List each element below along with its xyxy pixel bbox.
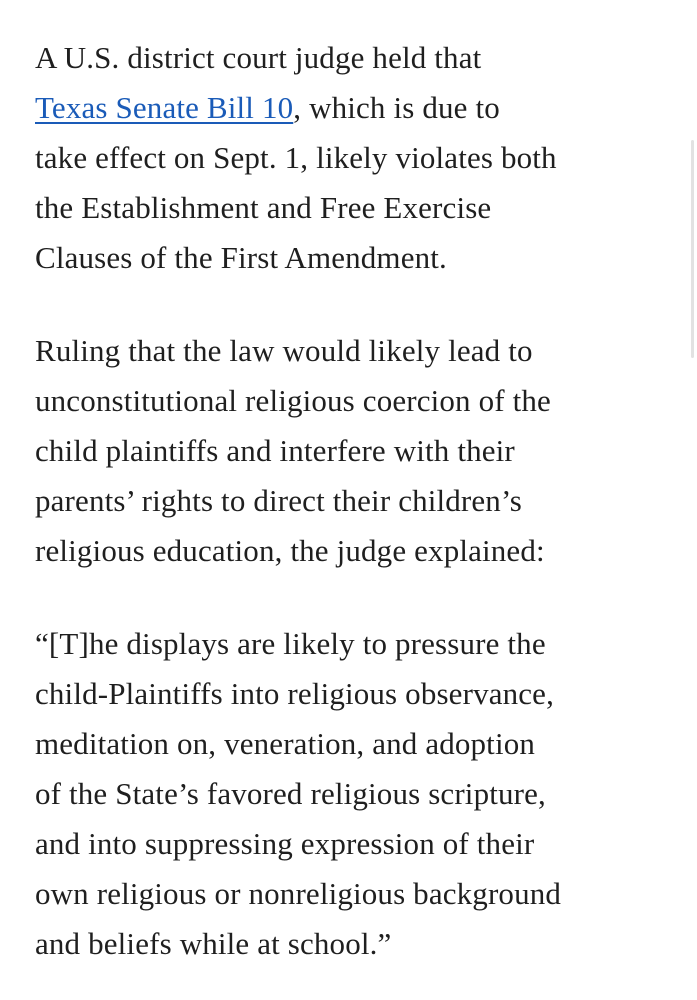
text-line: and into suppressing expression of their [35, 826, 535, 861]
text-line: Clauses of the First Amendment. [35, 240, 447, 275]
scroll-indicator[interactable] [691, 140, 694, 358]
text-line: own religious or nonreligious background [35, 876, 562, 911]
text-fragment: , which is due to [293, 90, 500, 125]
paragraph-judge-reasoning [35, 326, 675, 576]
text-line: of the State’s favored religious scripture, [35, 776, 546, 811]
paragraph-court-quote [35, 619, 675, 969]
text-line: Ruling that the law would likely lead to [35, 333, 533, 368]
text-line: A U.S. district court judge held that [35, 40, 482, 75]
text-line: parents’ rights to direct their children’s [35, 483, 522, 518]
text-line: unconstitutional religious coercion of the [35, 383, 551, 418]
text-line: child plaintiffs and interfere with their [35, 433, 515, 468]
text-line: religious education, the judge explained: [35, 533, 545, 568]
text-line: and beliefs while at school.” [35, 926, 392, 961]
text-line: meditation on, veneration, and adoption [35, 726, 536, 761]
text-line: child-Plaintiffs into religious observance, [35, 676, 554, 711]
text-line: “[T]he displays are likely to pressure the [35, 626, 546, 661]
text-line: the Establishment and Free Exercise [35, 190, 492, 225]
article-body [35, 33, 675, 969]
texas-senate-bill-10-link[interactable]: Texas Senate Bill 10 [35, 90, 294, 125]
text-line: take effect on Sept. 1, likely violates both [35, 140, 557, 175]
paragraph-ruling-summary [35, 33, 675, 283]
text-line [35, 83, 675, 133]
